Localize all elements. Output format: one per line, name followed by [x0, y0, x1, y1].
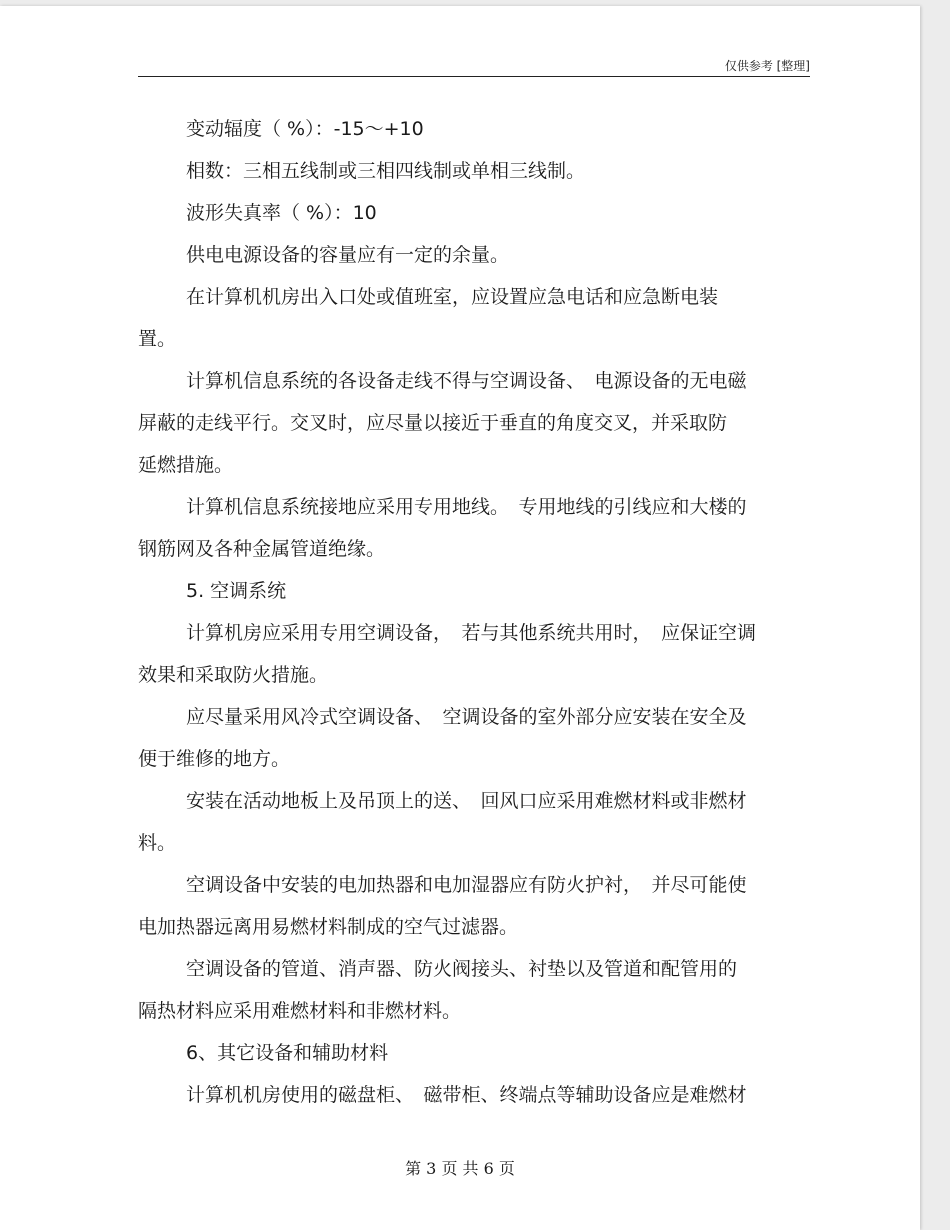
text-line: 料。 [138, 832, 177, 854]
text-line: 便于维修的地方。 [138, 748, 291, 770]
text-line: 供电电源设备的容量应有一定的余量。 [186, 244, 510, 266]
text-line: 波形失真率（ %）：10 [186, 202, 377, 224]
document-page [0, 6, 920, 1230]
text-line: 计算机信息系统的各设备走线不得与空调设备、 电源设备的无电磁 [186, 370, 747, 392]
section-heading: 5. 空调系统 [186, 580, 287, 602]
text-line: 电加热器远离用易燃材料制成的空气过滤器。 [138, 916, 519, 938]
text-line: 相数：三相五线制或三相四线制或单相三线制。 [186, 160, 586, 182]
text-line: 延燃措施。 [138, 454, 234, 476]
text-line: 效果和采取防火措施。 [138, 664, 329, 686]
section-heading: 6、其它设备和辅助材料 [186, 1042, 389, 1064]
text-line: 隔热材料应采用难燃材料和非燃材料。 [138, 1000, 462, 1022]
page-header [138, 56, 810, 77]
text-line: 计算机机房使用的磁盘柜、 磁带柜、终端点等辅助设备应是难燃材 [186, 1084, 747, 1106]
text-line: 应尽量采用风冷式空调设备、 空调设备的室外部分应安装在安全及 [186, 706, 747, 728]
text-line: 空调设备的管道、消声器、防火阀接头、衬垫以及管道和配管用的 [186, 958, 738, 980]
page-footer: 第 3 页 共 6 页 [405, 1159, 515, 1178]
text-line: 在计算机机房出入口处或值班室，应设置应急电话和应急断电装 [186, 286, 719, 308]
text-line: 空调设备中安装的电加热器和电加湿器应有防火护衬， 并尽可能使 [186, 874, 747, 896]
text-line: 变动辐度（ %）：-15～+10 [186, 118, 424, 140]
text-line: 计算机房应采用专用空调设备， 若与其他系统共用时， 应保证空调 [186, 622, 757, 644]
text-line: 钢筋网及各种金属管道绝缘。 [138, 538, 386, 560]
text-line: 安装在活动地板上及吊顶上的送、 回风口应采用难燃材料或非燃材 [186, 790, 747, 812]
text-line: 置。 [138, 328, 177, 350]
header-text: 仅供参考 [整理] [724, 59, 810, 73]
text-line: 屏蔽的走线平行。交叉时，应尽量以接近于垂直的角度交叉，并采取防 [138, 412, 728, 434]
text-line: 计算机信息系统接地应采用专用地线。 专用地线的引线应和大楼的 [186, 496, 747, 518]
